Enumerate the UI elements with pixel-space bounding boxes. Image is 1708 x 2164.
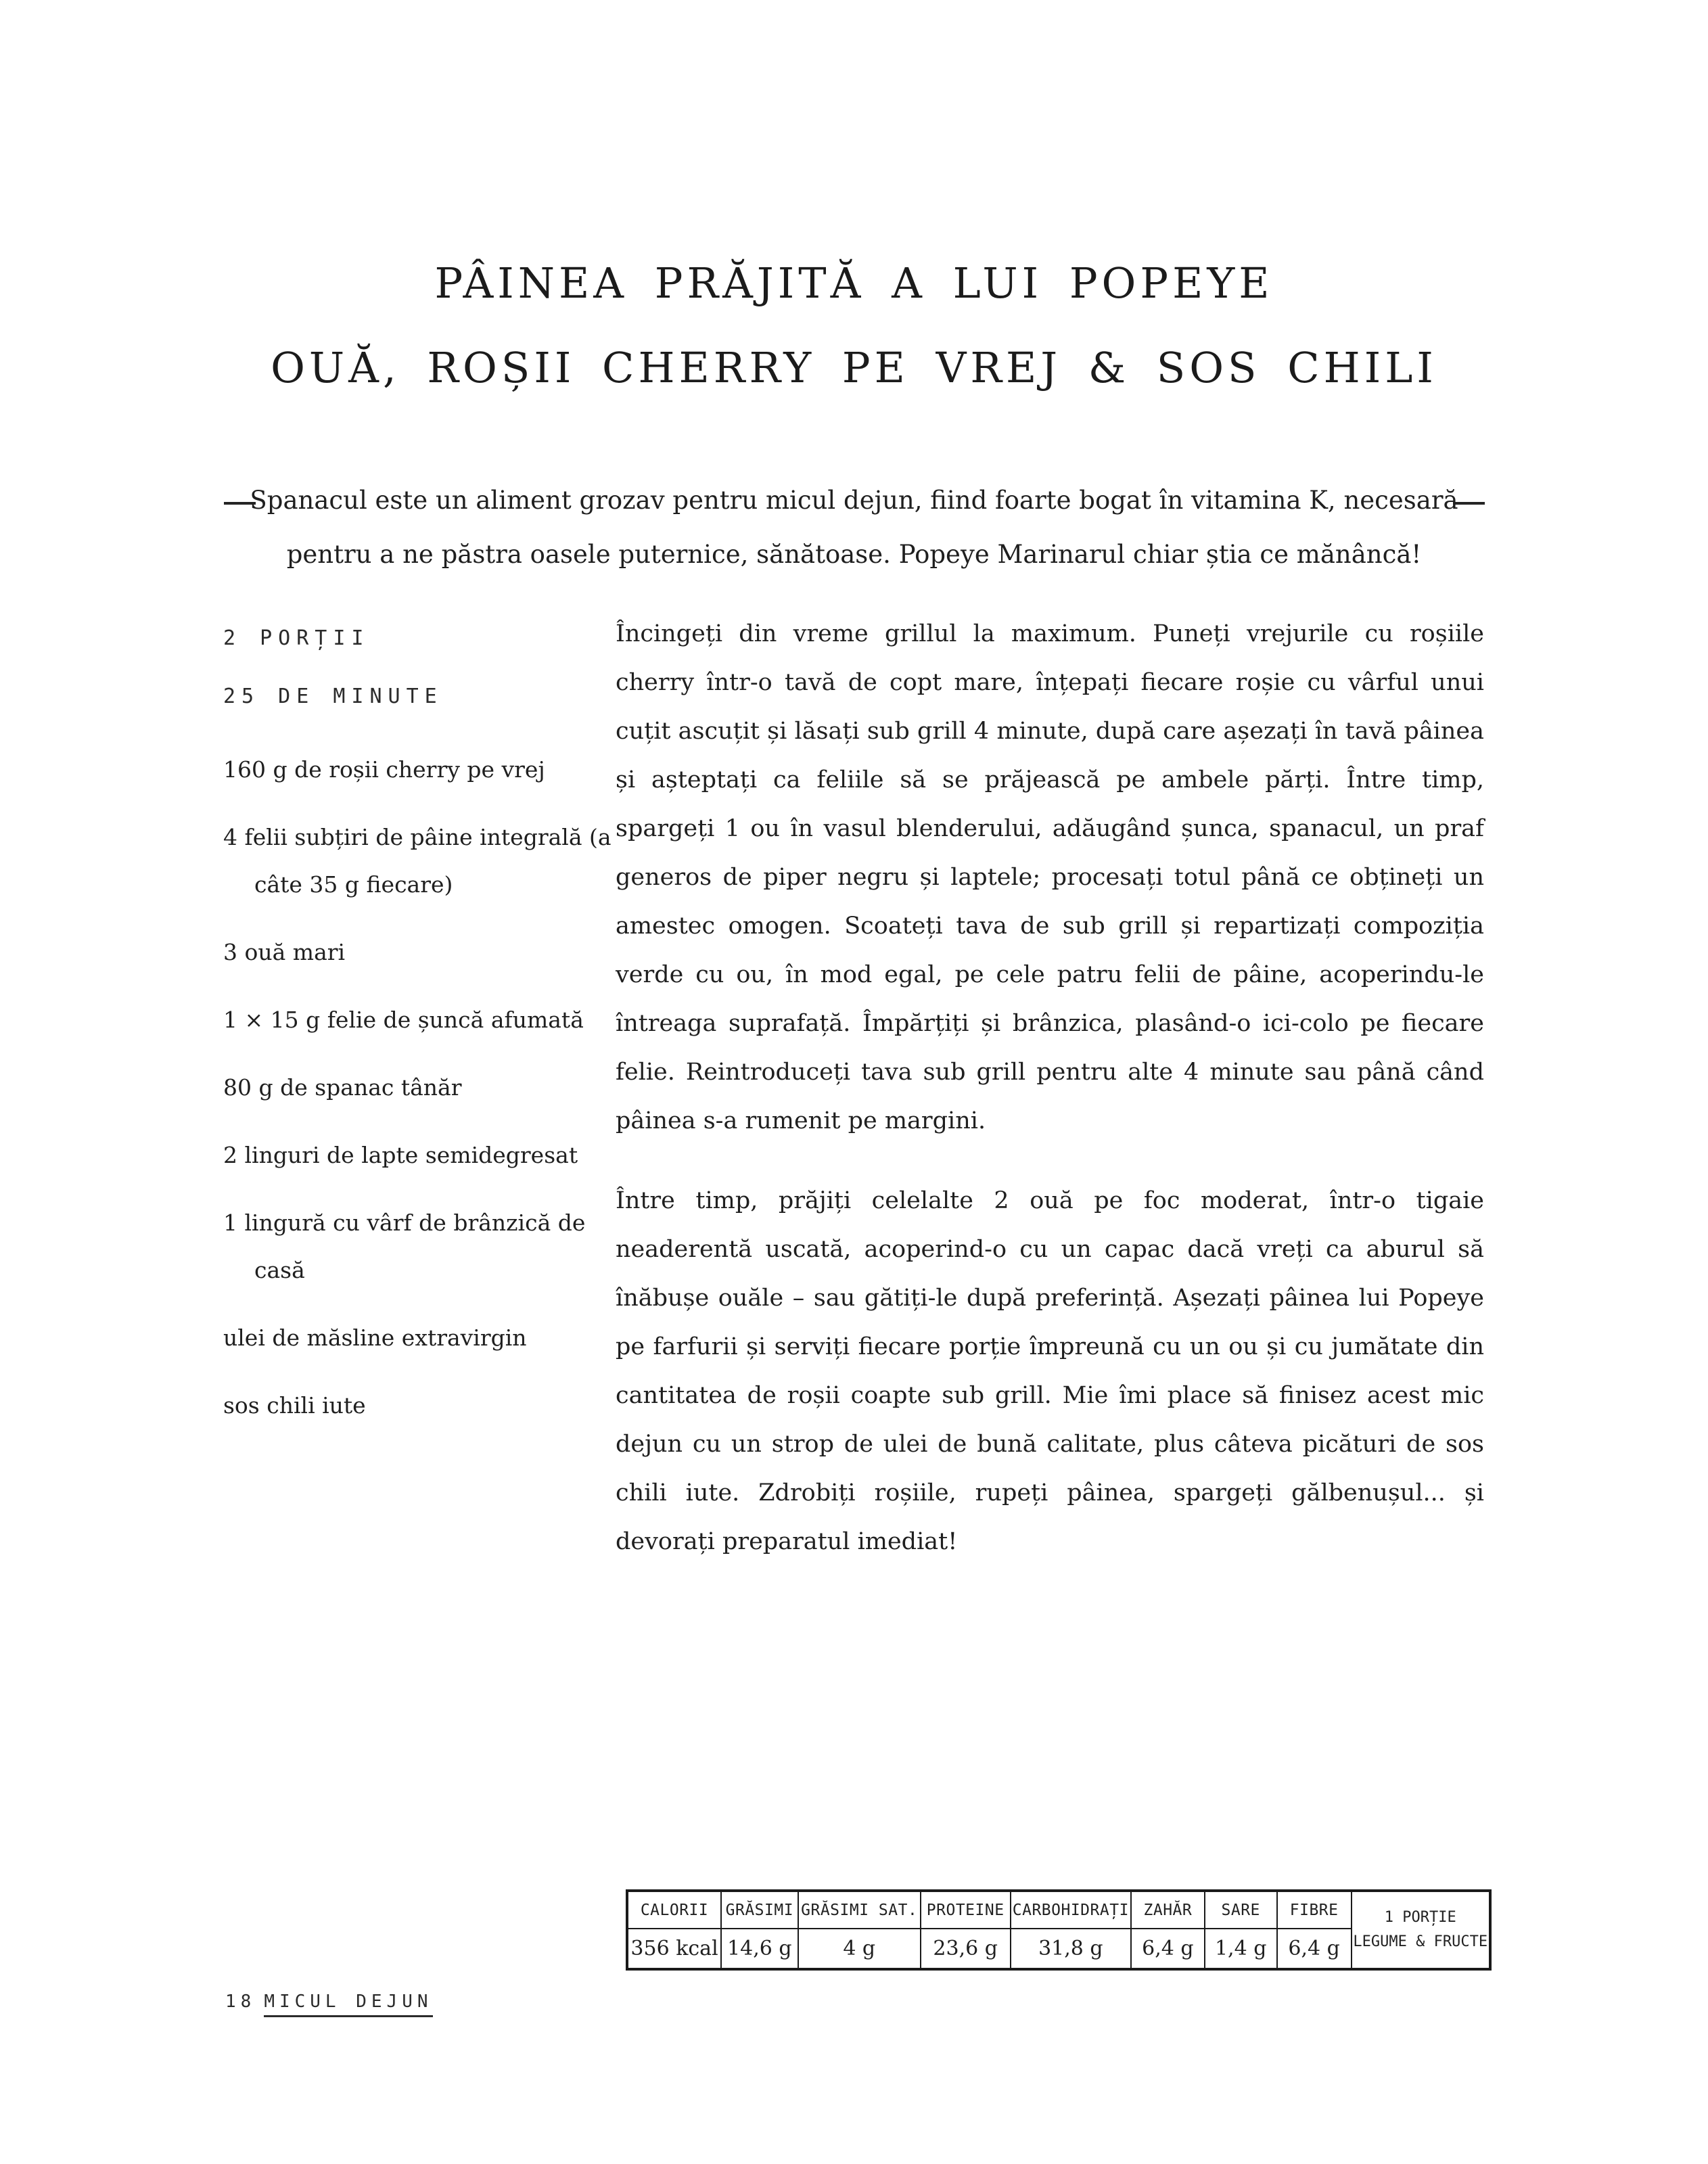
method-column	[616, 609, 1484, 1566]
page-number: 18	[225, 1992, 256, 2012]
method-paragraph-2: Între timp, prăjiți celelalte 2 ouă pe foc moderat, într-o tigaie neaderentă uscată, acoperind-o cu un capac dacă vreți ca aburul să înăbușe ouăle – sau gătiți-le după preferință. Așezați pâinea lui Popeye pe farfurii și serviți fiecare porție împreună cu un ou și cu jumătate din cantitatea de roșii coapte sub grill. Mie îmi place să finisez acest mic dejun cu un strop de ulei de bună calitate, plus câteva picături de sos chili iute. Zdrobiți roșiile, rupeți pâinea, spargeți gălbenușul... și devorați preparatul imediat!	[616, 1187, 1484, 1555]
nutrition-value: 14,6 g	[721, 1929, 798, 1969]
nutrition-header: FIBRE	[1277, 1891, 1352, 1929]
ingredient-item: 3 ouă mari	[223, 939, 346, 965]
nutrition-value: 1,4 g	[1205, 1929, 1277, 1969]
ingredient-item: 160 g de roșii cherry pe vrej	[223, 756, 545, 783]
ingredient-item: ulei de măsline extravirgin	[223, 1325, 527, 1351]
nutrition-value: 31,8 g	[1011, 1929, 1132, 1969]
recipe-title	[0, 241, 1708, 410]
time-label: 25 DE MINUTE	[223, 685, 443, 708]
page-footer	[225, 1992, 433, 2012]
recipe-intro: Spanacul este un aliment grozav pentru micul dejun, fiind foarte bogat în vitamina K, necesară pentru a ne păstra oasele puternice, sănătoase. Popeye Marinarul chiar știa ce mănâncă!	[250, 486, 1458, 569]
ingredients-list	[223, 746, 629, 1429]
nutrition-header: GRĂSIMI	[721, 1891, 798, 1929]
nutrition-value: 23,6 g	[921, 1929, 1011, 1969]
nutrition-header: CALORII	[627, 1891, 721, 1929]
recipe-title-line2: OUĂ, ROȘII CHERRY PE VREJ & SOS CHILI	[271, 343, 1437, 392]
section-label: MICUL DEJUN	[264, 1992, 432, 2017]
ingredient-item: 80 g de spanac tânăr	[223, 1074, 462, 1101]
ingredients-column	[223, 609, 629, 1450]
ingredient-item: sos chili iute	[223, 1392, 366, 1419]
nutrition-value: 6,4 g	[1277, 1929, 1352, 1969]
nutrition-header: SARE	[1205, 1891, 1277, 1929]
servings-label: 2 PORȚII	[223, 626, 370, 650]
recipe-title-line1: PÂINEA PRĂJITĂ A LUI POPEYE	[434, 258, 1274, 308]
nutrition-header: ZAHĂR	[1131, 1891, 1204, 1929]
nutrition-header-row	[627, 1891, 1490, 1929]
ingredient-item: 4 felii subțiri de pâine integrală (a câte 35 g fiecare)	[223, 824, 611, 898]
nutrition-header: GRĂSIMI SAT.	[798, 1891, 921, 1929]
nutrition-table	[626, 1889, 1492, 1971]
portion-line2: LEGUME & FRUCTE	[1353, 1933, 1488, 1950]
nutrition-value: 6,4 g	[1131, 1929, 1204, 1969]
ingredient-item: 1 lingură cu vârf de brânzică de casă	[223, 1210, 586, 1283]
nutrition-portion-cell	[1352, 1891, 1490, 1969]
nutrition-value: 4 g	[798, 1929, 921, 1969]
nutrition-value: 356 kcal	[627, 1929, 721, 1969]
ingredient-item: 1 × 15 g felie de șuncă afumată	[223, 1007, 584, 1033]
nutrition-header: PROTEINE	[921, 1891, 1011, 1929]
nutrition-header: CARBOHIDRAȚI	[1011, 1891, 1132, 1929]
portion-line1: 1 PORȚIE	[1384, 1909, 1456, 1926]
method-paragraph-1: Încingeți din vreme grillul la maximum. Puneți vrejurile cu roșiile cherry într-o tavă de copt mare, înțepați fiecare roșie cu vârful unui cuțit ascuțit și lăsați sub grill 4 minute, după care așezați în tavă pâinea și așteptați ca feliile să se prăjească pe ambele părți. Între timp, spargeți 1 ou în vasul blenderului, adăugând șunca, spanacul, un praf generos de piper negru și laptele; procesați totul până ce obțineți un amestec omogen. Scoateți tava de sub grill și repartizați compoziția verde cu ou, în mod egal, pe cele patru felii de pâine, acoperindu-le întreaga suprafață. Împărțiți și brânzica, plasând-o ici-colo pe fiecare felie. Reintroduceți tava sub grill pentru alte 4 minute sau până când pâinea s-a rumenit pe margini.	[616, 620, 1484, 1134]
ingredient-item: 2 linguri de lapte semidegresat	[223, 1142, 578, 1168]
